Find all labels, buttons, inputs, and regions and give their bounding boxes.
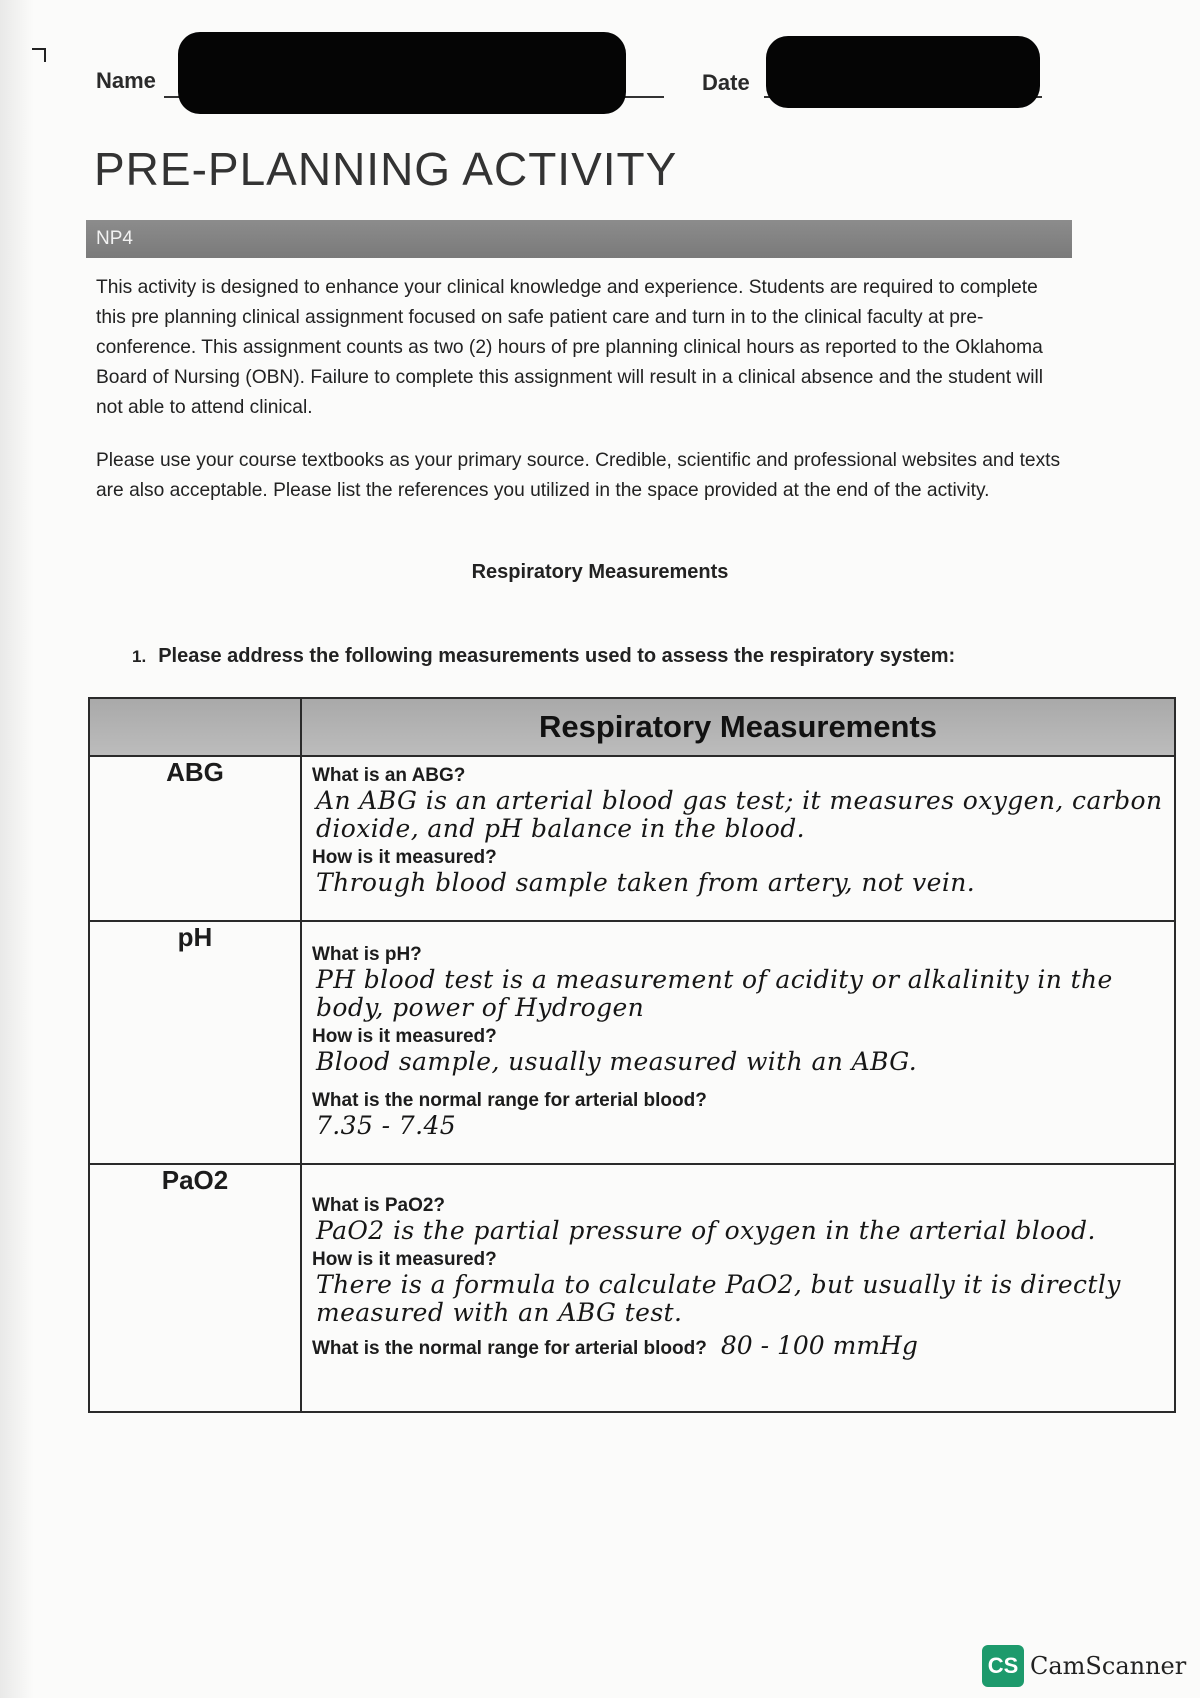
question-text: Please address the following measurements used to assess the respiratory system:	[158, 645, 956, 667]
abg-answer-1: An ABG is an arterial blood gas test; it measures oxygen, carbon dioxide, and pH balance in the blood.	[316, 786, 1163, 843]
pao2-answer-3: 80 - 100 mmHg	[720, 1330, 918, 1360]
row-label-abg: ABG	[89, 756, 301, 921]
table-header-title: Respiratory Measurements	[539, 709, 937, 744]
table-row-abg	[89, 756, 1175, 921]
date-label: Date	[702, 70, 750, 95]
name-date-row	[96, 66, 1056, 106]
row-label-pao2: PaO2	[89, 1164, 301, 1412]
ph-question-3: What is the normal range for arterial blood?	[312, 1090, 707, 1112]
camscanner-watermark	[982, 1645, 1186, 1687]
course-code: NP4	[96, 228, 133, 249]
name-redaction	[178, 32, 626, 114]
date-redaction	[766, 36, 1040, 108]
row-content-abg	[301, 756, 1175, 921]
page-title: PRE-PLANNING ACTIVITY	[94, 143, 678, 195]
respiratory-table	[88, 697, 1176, 1413]
scan-corner-mark-vertical	[44, 48, 46, 62]
pao2-question-2: How is it measured?	[312, 1248, 497, 1270]
scan-shadow	[0, 0, 34, 1698]
row-label-ph: pH	[89, 921, 301, 1163]
pao2-question-3: What is the normal range for arterial blood?	[312, 1337, 707, 1359]
row-content-ph	[301, 921, 1175, 1163]
table-row-ph	[89, 921, 1175, 1163]
course-band	[86, 220, 1072, 258]
ph-question-1: What is pH?	[312, 944, 422, 966]
section-heading: Respiratory Measurements	[471, 561, 729, 583]
table-row-pao2	[89, 1164, 1175, 1412]
camscanner-text: CamScanner	[1030, 1652, 1187, 1680]
abg-question-2: How is it measured?	[312, 847, 497, 868]
name-label: Name	[96, 68, 156, 93]
ph-answer-2: Blood sample, usually measured with an ABG.	[316, 1047, 918, 1077]
ph-question-2: How is it measured?	[312, 1026, 497, 1048]
ph-answer-3: 7.35 - 7.45	[316, 1111, 457, 1141]
intro-paragraph-1: This activity is designed to enhance your clinical knowledge and experience. Students are required to complete this pre planning clinical assignment focused on safe patient care and turn in to the clinical faculty at pre-conference. This assignment counts as two (2) hours of pre planning clinical hours as reported to the Oklahoma Board of Nursing (OBN). Failure to complete this assignment will result in a clinical absence and the student will not able to attend clinical.	[96, 277, 1044, 418]
abg-question-1: What is an ABG?	[312, 765, 466, 786]
table-header-row	[89, 698, 1175, 756]
pao2-question-1: What is PaO2?	[312, 1194, 446, 1216]
camscanner-logo-icon: CS	[982, 1645, 1024, 1687]
question-1	[132, 645, 955, 668]
row-content-pao2	[301, 1164, 1175, 1412]
ph-answer-1: PH blood test is a measurement of acidity or alkalinity in the body, power of Hydrogen	[316, 965, 1113, 1023]
abg-answer-2: Through blood sample taken from artery, not vein.	[316, 868, 976, 897]
pao2-answer-2: There is a formula to calculate PaO2, but usually it is directly measured with an ABG test.	[316, 1269, 1121, 1327]
intro-paragraph-2: Please use your course textbooks as your primary source. Credible, scientific and professional websites and texts are also acceptable. Please list the references you utilized in the space provided at the end of the activity.	[96, 450, 1061, 501]
pao2-answer-1: PaO2 is the partial pressure of oxygen in the arterial blood.	[316, 1215, 1096, 1245]
question-number: 1.	[132, 647, 147, 666]
table-header-cell	[301, 698, 1175, 756]
table-header-blank	[89, 698, 301, 756]
